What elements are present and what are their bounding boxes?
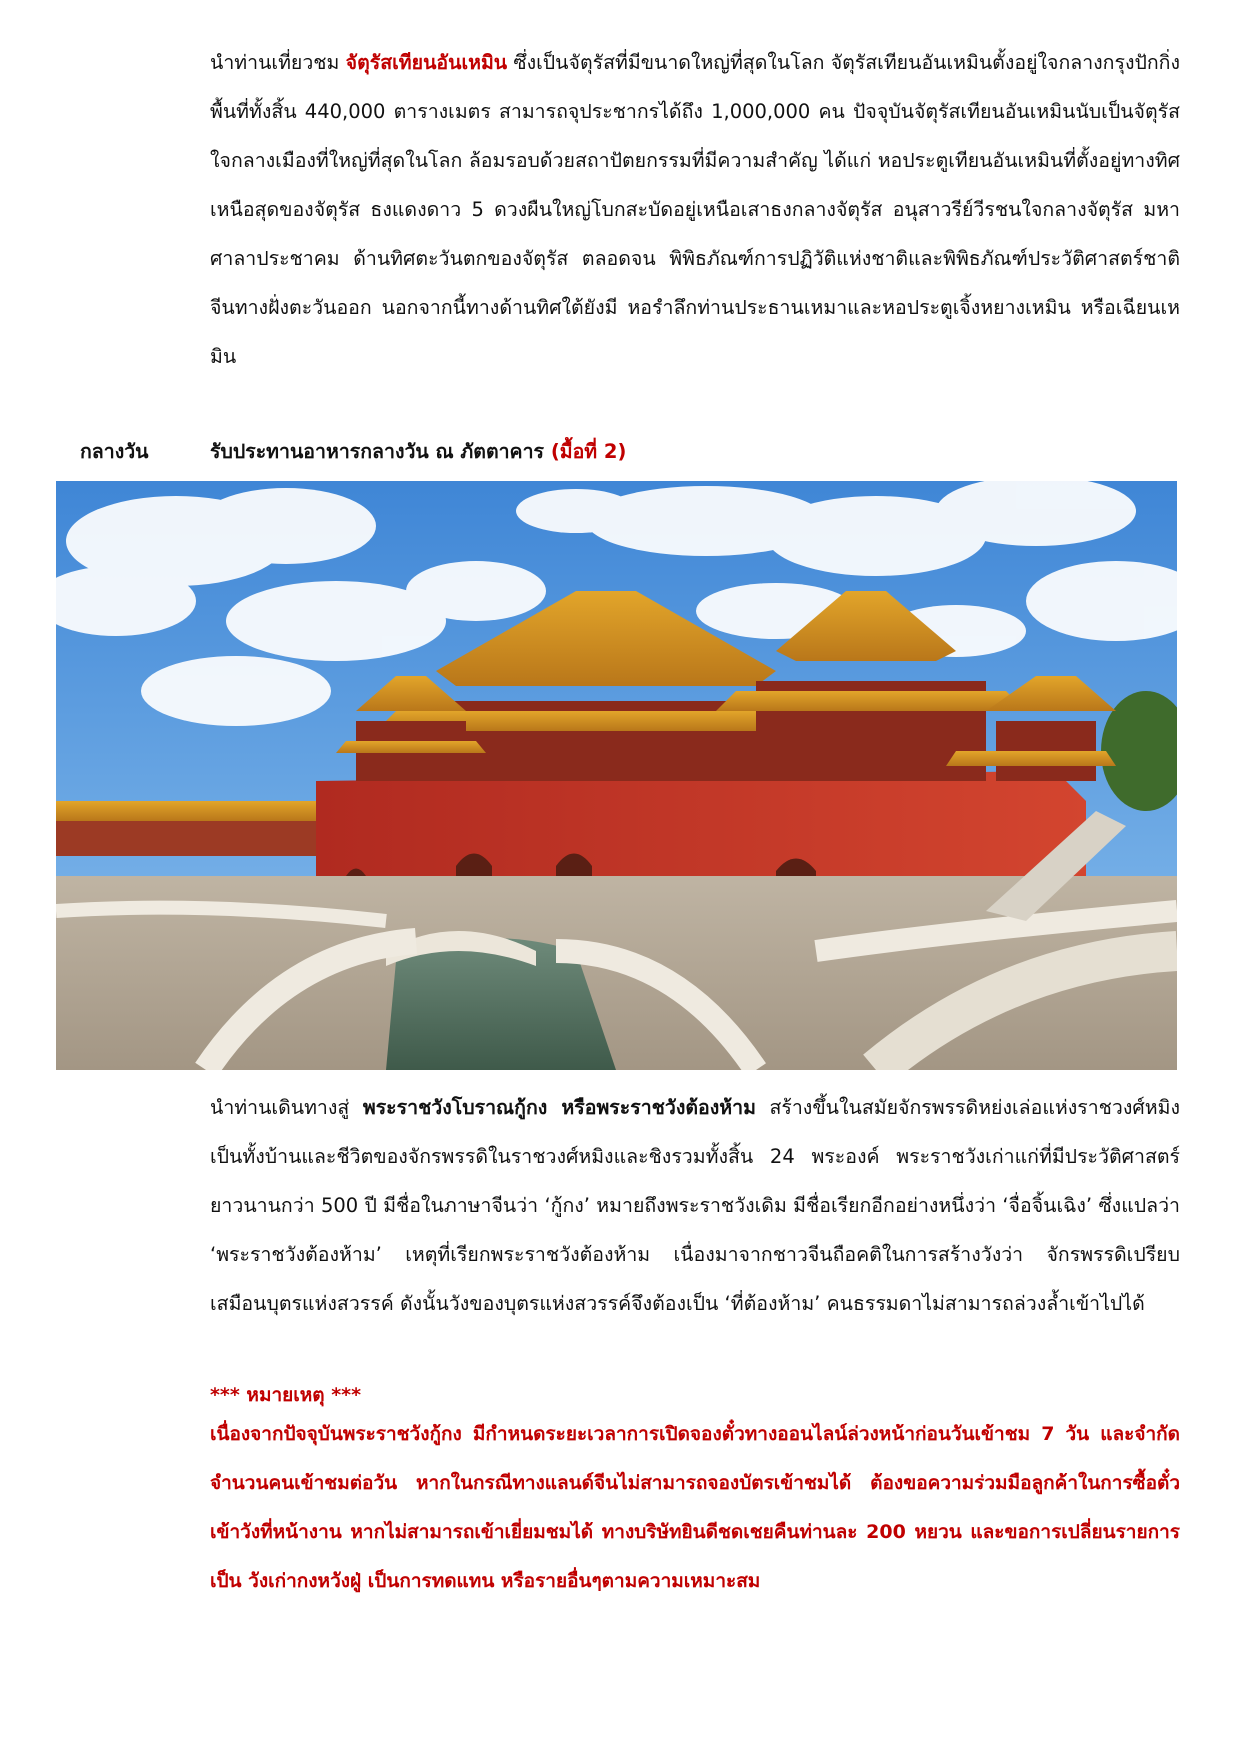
paragraph-lead: นำท่านเที่ยวชม xyxy=(210,51,346,74)
forbidden-city-photo xyxy=(56,481,1177,1070)
meal-line xyxy=(210,434,626,470)
place-highlight: จัตุรัสเทียนอันเหมิน xyxy=(345,51,508,74)
forbidden-city-illustration xyxy=(56,481,1177,1070)
paragraph-body: ซึ่งเป็นจัตุรัสที่มีขนาดใหญ่ที่สุดในโลก จัตุรัสเทียนอันเหมินตั้งอยู่ใจกลางกรุงปักกิ่ง พื้นที่ทั้งสิ้น 440,000 ตารางเมตร สามารถจุประชากรได้ถึง 1,000,000 คน ปัจจุบันจัตุรัสเทียนอันเหมินนับเป็นจัตุรัสใจกลางเมืองที่ใหญ่ที่สุดในโลก ล้อมรอบด้วยสถาปัตยกรรมที่มีความสำคัญ ได้แก่ หอประตูเทียนอันเหมินที่ตั้งอยู่ทางทิศเหนือสุดของจัตุรัส ธงแดงดาว 5 ดวงผืนใหญ่โบกสะบัดอยู่เหนือเสาธงกลางจัตุรัส อนุสาวรีย์วีรชนใจกลางจัตุรัส มหาศาลาประชาคม ด้านทิศตะวันตกของจัตุรัส ตลอดจน พิพิธภัณฑ์การปฏิวัติแห่งชาติและพิพิธภัณฑ์ประวัติศาสตร์ชาติจีนทางฝั่งตะวันออก นอกจากนี้ทางด้านทิศใต้ยังมี หอรำลึกท่านประธานเหมาและหอประตูเจิ้งหยางเหมิน หรือเฉียนเหมิน xyxy=(210,51,1180,368)
meal-label: กลางวัน xyxy=(80,440,149,463)
meal-text: รับประทานอาหารกลางวัน ณ ภัตตาคาร xyxy=(210,440,551,463)
paragraph-body: สร้างขึ้นในสมัยจักรพรรดิหย่งเล่อแห่งราชวงศ์หมิง เป็นทั้งบ้านและชีวิตของจักรพรรดิในราชวงศ์หมิงและชิงรวมทั้งสิ้น 24 พระองค์ พระราชวังเก่าแก่ที่มีประวัติศาสตร์ยาวนานกว่า 500 ปี มีชื่อในภาษาจีนว่า ‘กู้กง’ หมายถึงพระราชวังเดิม มีชื่อเรียกอีกอย่างหนึ่งว่า ‘จื่อจิ้นเฉิง’ ซึ่งแปลว่า ‘พระราชวังต้องห้าม’ เหตุที่เรียกพระราชวังต้องห้าม เนื่องมาจากชาวจีนถือคติในการสร้างวังว่า จักรพรรดิเปรียบเสมือนบุตรแห่งสวรรค์ ดังนั้นวังของบุตรแห่งสวรรค์จึงต้องเป็น ‘ที่ต้องห้าม’ คนธรรมดาไม่สามารถล่วงล้ำเข้าไปได้ xyxy=(210,1096,1180,1315)
paragraph-forbidden-city xyxy=(210,1083,1180,1328)
paragraph-lead: นำท่านเดินทางสู่ xyxy=(210,1096,363,1119)
note-title: *** หมายเหตุ *** xyxy=(210,1384,362,1406)
meal-tag: (มื้อที่ 2) xyxy=(550,440,627,463)
note-body: เนื่องจากปัจจุบันพระราชวังกู้กง มีกำหนดระยะเวลาการเปิดจองตั๋วทางออนไลน์ล่วงหน้าก่อนวันเข้าชม 7 วัน และจำกัดจำนวนคนเข้าชมต่อวัน หากในกรณีทางแลนด์จีนไม่สามารถจองบัตรเข้าชมได้ ต้องขอความร่วมมือลูกค้าในการซื้อตั๋วเข้าวังที่หน้างาน หากไม่สามารถเข้าเยี่ยมชมได้ ทางบริษัทยินดีชดเชยคืนท่านละ 200 หยวน และขอการเปลี่ยนรายการเป็น วังเก่ากงหวังฝู่ เป็นการทดแทน หรือรายอื่นๆตามความเหมาะสม xyxy=(210,1423,1180,1592)
paragraph-tiananmen xyxy=(210,38,1180,381)
place-highlight: พระราชวังโบราณกู้กง หรือพระราชวังต้องห้าม xyxy=(362,1096,756,1119)
